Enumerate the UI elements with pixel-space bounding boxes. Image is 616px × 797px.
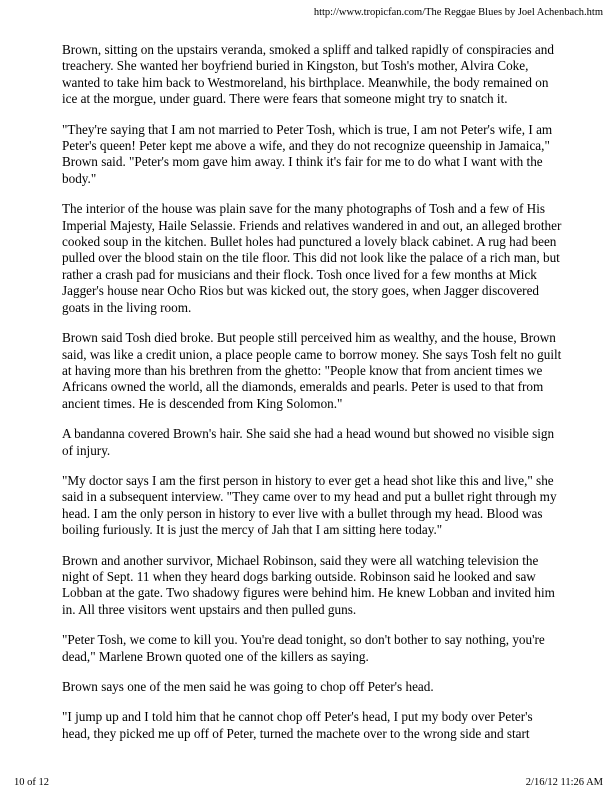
paragraph: Brown, sitting on the upstairs veranda, smoked a spliff and talked rapidly of conspiracies and treachery. She wanted her boyfriend buried in Kingston, but Tosh's mother, Alvira Coke, wanted to take him back to Westmoreland, his birthplace. Meanwhile, the body remained on ice at the morgue, under guard. There were fears that someone might try to snatch it. [62,42,554,107]
header-url: http://www.tropicfan.com/The Reggae Blues by Joel Achenbach.htm [313,7,603,18]
article-body [62,42,562,756]
paragraph: "They're saying that I am not married to Peter Tosh, which is true, I am not Peter's wife, I am Peter's queen! Peter kept me above a wife, and they do not recognize queenship in Jamaica," Brown said. "Peter's mom gave him away. I think it's fair for me to do what I want with the body." [62,121,553,186]
paragraph: Brown and another survivor, Michael Robinson, said they were all watching television the night of Sept. 11 when they heard dogs barking outside. Robinson said he looked and saw Lobban at the gate. Two shadowy figures were behind him. He knew Lobban and invited him in. All three visitors went upstairs and then pulled guns. [62,552,555,617]
paragraph: Brown says one of the men said he was going to chop off Peter's head. [62,679,434,694]
print-timestamp: 2/16/12 11:26 AM [525,777,603,788]
paragraph: "My doctor says I am the first person in history to ever get a head shot like this and live," she said in a subsequent interview. "They came over to my head and put a bullet right through my head. I am the only person in history to ever live with a bullet through my head. Blood was boiling furiously. It is just the mercy of Jah that I am sitting here today." [62,472,557,538]
page-number: 10 of 12 [14,777,49,788]
paragraph: "I jump up and I told him that he cannot chop off Peter's head, I put my body over Peter's head, they picked me up off of Peter, turned the machete over to the wrong side and start [62,709,533,741]
paragraph: The interior of the house was plain save for the many photographs of Tosh and a few of His Imperial Majesty, Haile Selassie. Friends and relatives wandered in and out, an alleged brother cooked soup in the kitchen. Bullet holes had punctured a lovely black cabinet. A rug had been pulled over the blood stain on the tile floor. This did not look like the palace of a rich man, but rather a crash pad for musicians and their flock. Tosh once lived for a few months at Mick Jagger's house near Ocho Rios but was kicked out, the story goes, when Jagger discovered goats in the living room. [62,201,562,315]
paragraph: A bandanna covered Brown's hair. She said she had a head wound but showed no visible sign of injury. [62,426,555,458]
paragraph: Brown said Tosh died broke. But people still perceived him as wealthy, and the house, Brown said, was like a credit union, a place people came to borrow money. She says Tosh felt no guilt at having more than his brethren from the ghetto: "People know that from ancient times we Africans owned the world, all the diamonds, emeralds and pearls. Peter is used to that from ancient times. He is descended from King Solomon." [62,330,562,411]
paragraph: "Peter Tosh, we come to kill you. You're dead tonight, so don't bother to say nothing, you're dead," Marlene Brown quoted one of the killers as saying. [62,632,545,664]
